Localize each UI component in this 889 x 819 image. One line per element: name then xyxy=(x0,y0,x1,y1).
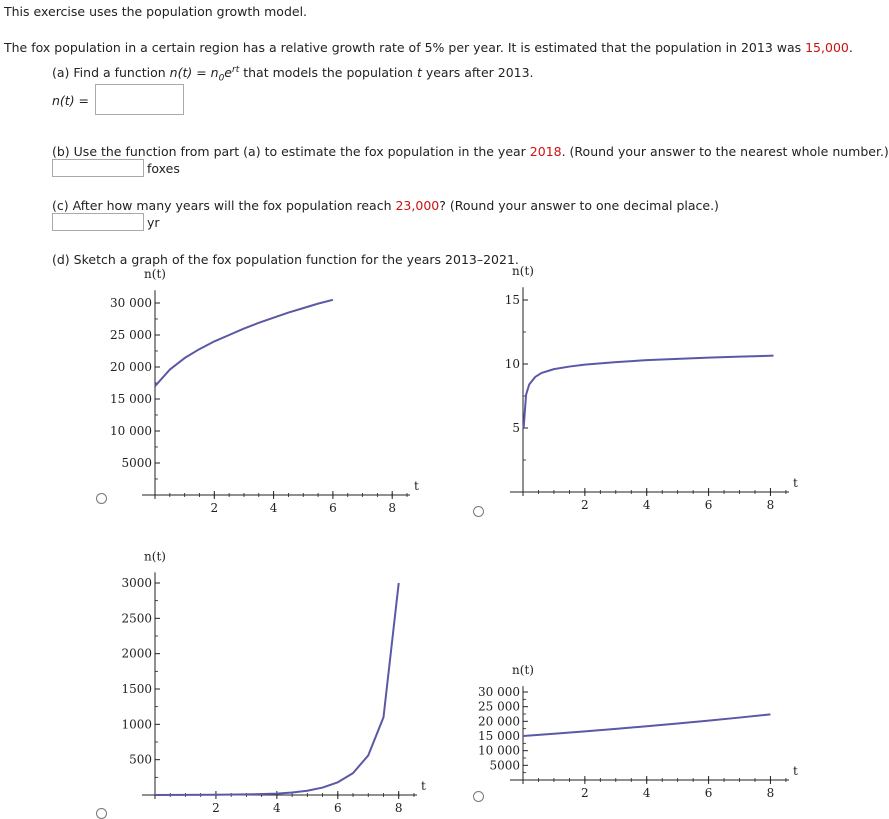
y-tick-label: 10 xyxy=(504,357,520,371)
x-axis-label: t xyxy=(793,476,798,490)
y-axis-label: n(t) xyxy=(512,663,534,678)
problem-statement: The fox population in a certain region has a relative growth rate of 5% per year. It is estimated that the population in 2013 was 15,000. xyxy=(4,40,853,55)
x-tick-label: 2 xyxy=(581,786,589,800)
data-curve xyxy=(523,714,770,736)
part-c-unit: yr xyxy=(147,215,160,230)
part-b-question: (b) Use the function from part (a) to estimate the fox population in the year 2018. (Round your answer to the nearest whole number.) xyxy=(52,144,889,159)
part-a-answer-label: n(t) = xyxy=(52,93,90,108)
y-tick-label: 15 xyxy=(504,293,520,307)
y-tick-label: 25 000 xyxy=(478,699,520,714)
x-tick-label: 6 xyxy=(704,786,713,800)
y-axis-label: n(t) xyxy=(144,267,166,282)
part-a-question: (a) Find a function $n(t) = n_0e^{rt}$ that models the population t years after 2013. xyxy=(52,65,534,84)
x-tick-label: 8 xyxy=(766,786,775,800)
x-axis-label: t xyxy=(421,779,426,793)
y-tick-label: 2500 xyxy=(121,611,152,626)
y-tick-label: 2000 xyxy=(121,646,152,661)
x-tick-label: 4 xyxy=(273,801,281,815)
y-tick-label: 5000 xyxy=(489,758,520,773)
y-tick-label: 1500 xyxy=(121,682,152,696)
x-tick-label: 4 xyxy=(642,786,651,800)
x-tick-label: 6 xyxy=(329,501,337,515)
x-tick-label: 4 xyxy=(642,498,651,512)
intro-text: This exercise uses the population growth model. xyxy=(4,4,308,19)
x-tick-label: 8 xyxy=(388,501,397,515)
y-tick-label: 30 000 xyxy=(110,296,152,310)
y-tick-label: 15 000 xyxy=(478,729,520,743)
y-axis-label: n(t) xyxy=(512,264,534,279)
x-tick-label: 6 xyxy=(704,498,713,512)
y-tick-label: 30 000 xyxy=(478,685,520,699)
y-axis-label: n(t) xyxy=(144,549,166,564)
y-tick-label: 20 000 xyxy=(110,360,152,374)
y-tick-label: 20 000 xyxy=(478,714,520,729)
y-tick-label: 25 000 xyxy=(110,328,152,342)
y-tick-label: 15 000 xyxy=(110,392,152,406)
x-axis-label: t xyxy=(414,479,419,493)
y-tick-label: 5 xyxy=(512,421,520,435)
x-tick-label: 8 xyxy=(394,801,403,815)
x-tick-label: 2 xyxy=(581,498,589,512)
x-tick-label: 6 xyxy=(333,801,342,815)
x-tick-label: 2 xyxy=(210,501,219,515)
y-tick-label: 500 xyxy=(129,752,152,767)
part-d-question: (d) Sketch a graph of the fox population function for the years 2013–2021. xyxy=(52,252,519,267)
part-c-question: (c) After how many years will the fox population reach 23,000? (Round your answer to one decimal place.) xyxy=(52,198,719,213)
initial-population: 15,000 xyxy=(805,40,849,55)
x-tick-label: 8 xyxy=(766,498,775,512)
x-tick-label: 4 xyxy=(269,501,278,515)
y-tick-label: 3000 xyxy=(121,576,152,590)
y-tick-label: 5000 xyxy=(121,456,152,470)
y-tick-label: 10 000 xyxy=(478,743,520,758)
x-tick-label: 2 xyxy=(212,801,220,815)
x-axis-label: t xyxy=(793,764,798,778)
part-b-unit: foxes xyxy=(147,161,180,176)
y-tick-label: 10 000 xyxy=(110,424,152,438)
y-tick-label: 1000 xyxy=(121,717,152,732)
